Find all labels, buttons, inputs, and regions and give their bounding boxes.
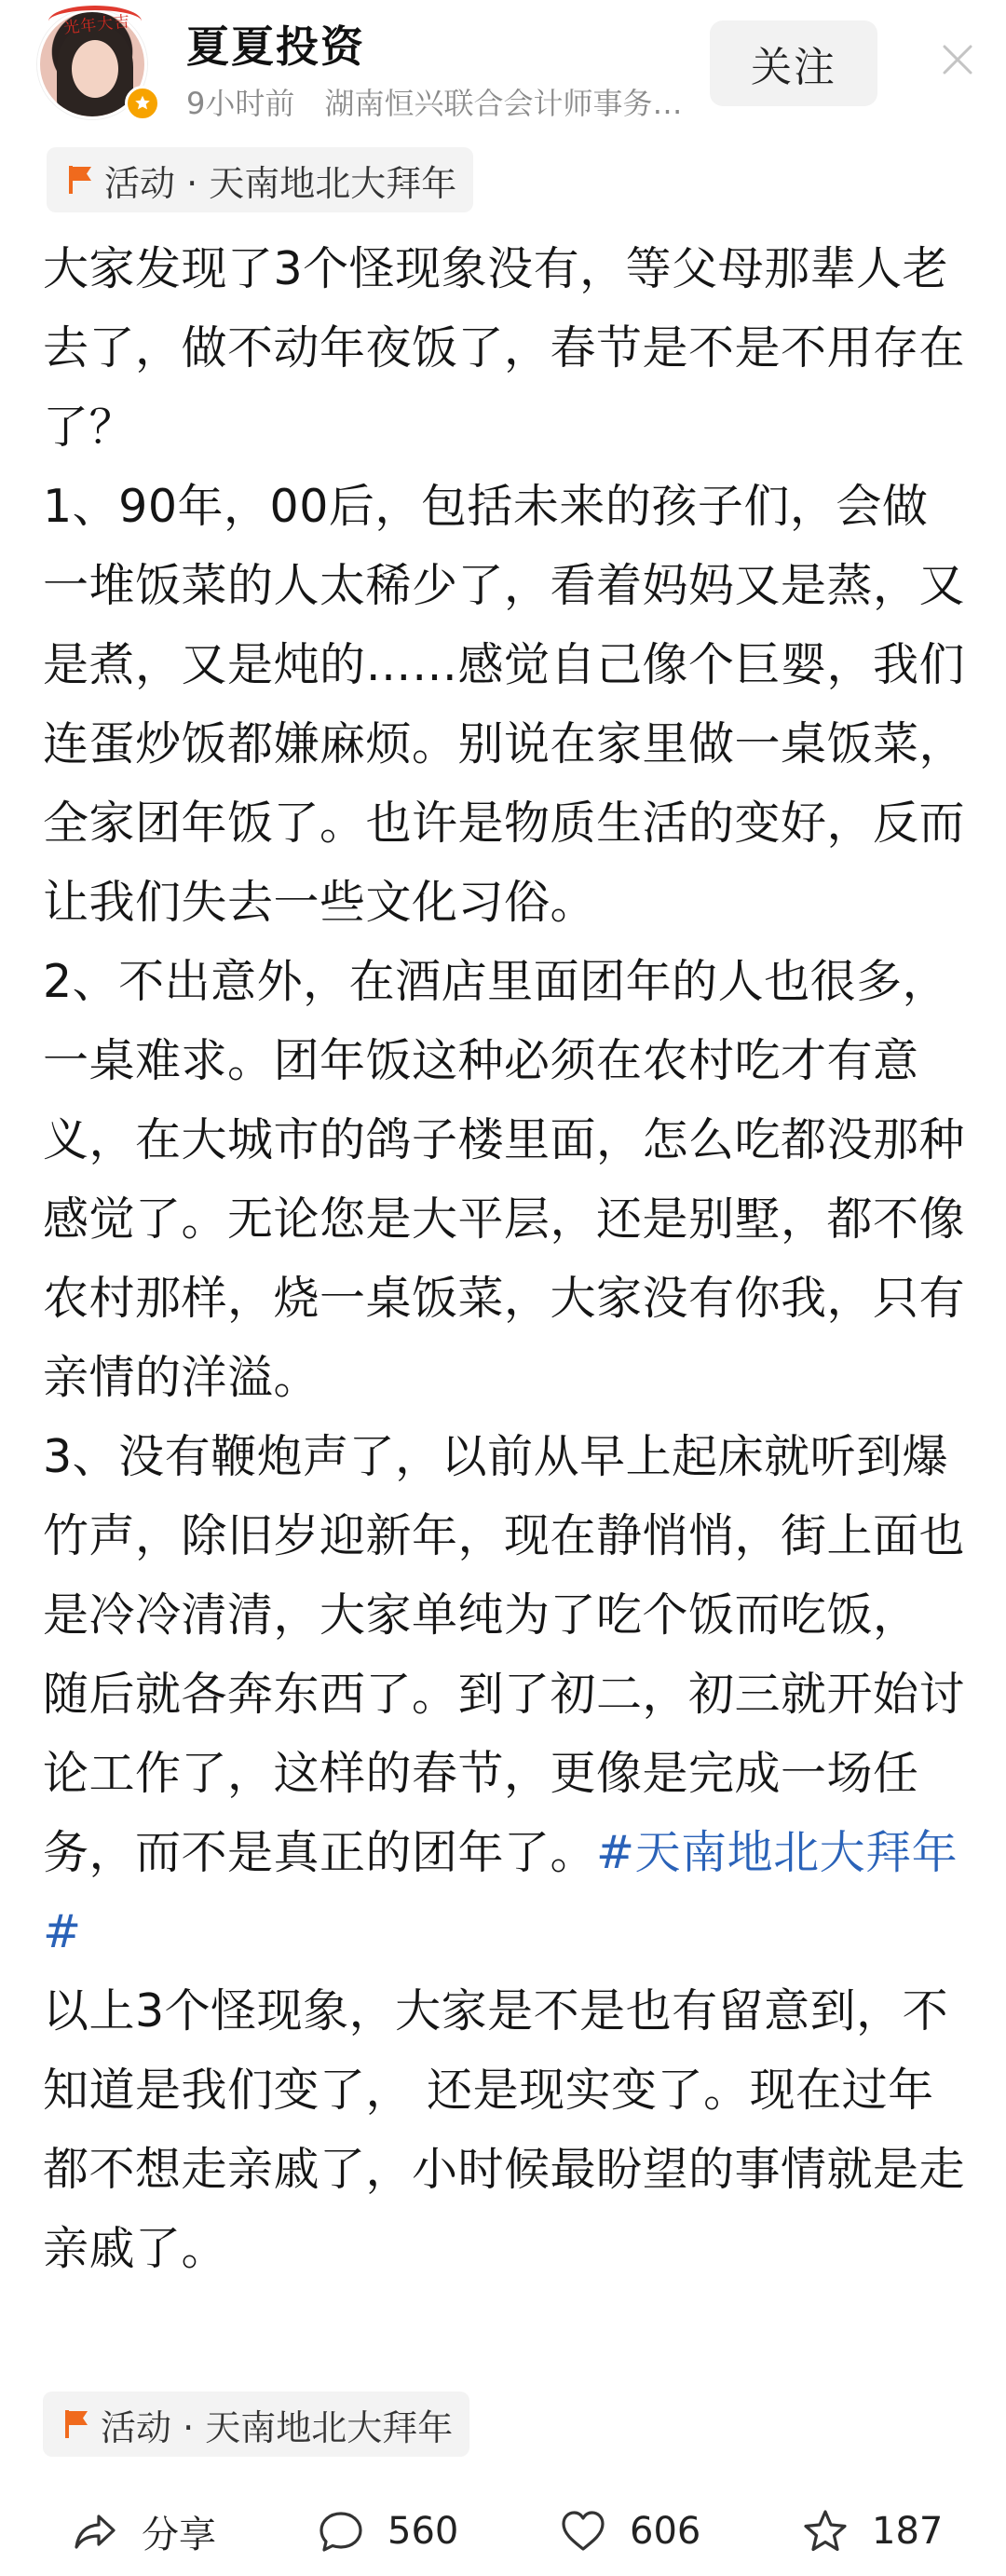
like-count: 606 — [630, 2510, 701, 2553]
heart-icon — [559, 2507, 607, 2556]
author-name[interactable]: 夏夏投资 — [186, 21, 365, 72]
post-paragraph-text: 3、没有鞭炮声了，以前从早上起床就听到爆竹声，除旧岁迎新年，现在静悄悄，街上面也是冷冷清清，大家单纯为了吃个饭而吃饭， 随后就各奔东西了。到了初二，初三就开始讨论工作了，这样的春节，更像是完成一场任务，而不是真正的团年了。 — [43, 1430, 966, 1879]
flag-icon — [67, 164, 93, 196]
post-meta — [186, 80, 703, 123]
post-header — [0, 0, 1006, 140]
flag-icon — [63, 2408, 89, 2440]
activity-tag-label: 活动 · 天南地北大拜年 — [101, 2406, 454, 2448]
post-paragraph — [43, 1417, 965, 1971]
post-paragraph: 2、不出意外，在酒店里面团年的人也很多，一桌难求。团年饭这种必须在农村吃才有意义，在大城市的鸽子楼里面，怎么吃都没那种感觉了。无论您是大平层，还是别墅，都不像农村那样，烧一桌饭菜，大家没有你我，只有亲情的洋溢。 — [43, 955, 966, 1404]
favorite-button[interactable] — [801, 2499, 943, 2564]
post-paragraph: 大家发现了3个怪现象没有，等父母那辈人老去了，做不动年夜饭了，春节是不是不用存在了？ — [43, 242, 966, 454]
comment-icon — [317, 2507, 365, 2556]
share-label: 分享 — [142, 2513, 216, 2556]
action-bar — [0, 2487, 1006, 2576]
verified-badge-icon — [125, 86, 160, 121]
share-button[interactable] — [71, 2499, 216, 2564]
post-paragraph: 1、90年，00后，包括未来的孩子们，会做一堆饭菜的人太稀少了，看着妈妈又是蒸，又是煮，又是炖的……感觉自己像个巨婴，我们连蛋炒饭都嫌麻烦。别说在家里做一桌饭菜，全家团年饭了。也许是物质生活的变好，反而让我们失去一些文化习俗。 — [43, 480, 966, 929]
post-time: 9小时前 — [186, 86, 295, 121]
star-icon — [801, 2507, 850, 2556]
comment-button[interactable] — [317, 2499, 458, 2564]
activity-tag-label: 活动 · 天南地北大拜年 — [104, 162, 457, 204]
avatar-frame-text: 光年大吉 — [62, 12, 132, 38]
activity-tag[interactable] — [47, 147, 473, 212]
favorite-count: 187 — [872, 2510, 944, 2553]
like-button[interactable] — [559, 2499, 700, 2564]
follow-button[interactable]: 关注 — [710, 20, 877, 106]
post-paragraph: 以上3个怪现象，大家是不是也有留意到，不知道是我们变了， 还是现实变了。现在过年都不想走亲戚了，小时候最盼望的事情就是走亲戚了。 — [43, 1984, 966, 2275]
hashtag-link[interactable]: #天南地北大拜年# — [43, 1826, 958, 1958]
share-icon — [71, 2507, 119, 2556]
comment-count: 560 — [387, 2510, 459, 2553]
activity-tag-bottom[interactable] — [43, 2392, 469, 2457]
author-avatar[interactable] — [37, 9, 158, 130]
post-content — [43, 229, 965, 2288]
close-icon[interactable] — [939, 41, 976, 78]
author-affiliation: 湖南恒兴联合会计师事务… — [324, 86, 683, 121]
avatar-face — [72, 40, 118, 98]
